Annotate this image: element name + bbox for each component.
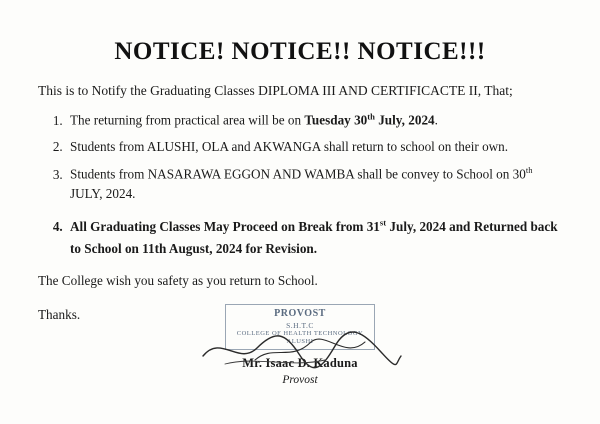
list-item bbox=[66, 164, 566, 204]
point-3-text-after: JULY, 2024. bbox=[70, 186, 136, 202]
stamp-line-location: ALUSHI bbox=[286, 338, 314, 345]
signature-role: Provost bbox=[282, 374, 318, 386]
list-item bbox=[66, 216, 566, 259]
point-3-text-before: Students from NASARAWA EGGON AND WAMBA shall be convey to School on 30 bbox=[70, 166, 526, 182]
stamp-line-college: COLLEGE OF HEALTH TECHNOLOGY bbox=[236, 329, 364, 337]
point-2-text: Students from ALUSHI, OLA and AKWANGA shall return to school on their own. bbox=[70, 139, 509, 155]
point-4-ordinal-suffix: st bbox=[379, 217, 387, 228]
closing-paragraph: The College wish you safety as you return to School. bbox=[38, 272, 318, 288]
notice-points-list bbox=[44, 110, 566, 259]
provost-stamp bbox=[225, 304, 375, 358]
point-4-text-before: All Graduating Classes May Proceed on Break from 31 bbox=[70, 219, 380, 235]
thanks-paragraph: Thanks. bbox=[38, 306, 81, 322]
point-1-bold-after: July, 2024 bbox=[374, 112, 435, 128]
point-4-text-mid: July, 2024 and Returned back bbox=[386, 219, 558, 235]
intro-paragraph: This is to Notify the Graduating Classes DIPLOMA III AND CERTIFICACTE II, That; bbox=[38, 83, 513, 98]
list-item bbox=[66, 110, 566, 130]
point-3-ordinal-suffix: th bbox=[525, 165, 533, 176]
page-title: NOTICE! NOTICE!! NOTICE!!! bbox=[114, 38, 486, 65]
stamp-line-provost: PROVOST bbox=[274, 308, 326, 319]
list-item bbox=[66, 137, 566, 157]
signature-name: Mr. Isaac D. Kaduna bbox=[242, 356, 358, 370]
signature-block bbox=[0, 304, 600, 386]
point-1-ordinal-suffix: th bbox=[367, 111, 375, 122]
point-1-text-after: . bbox=[434, 112, 438, 128]
stamp-line-code: S.H.T.C bbox=[286, 320, 314, 330]
point-4-text-after: to School on 11th August, 2024 for Revision. bbox=[70, 240, 318, 256]
point-1-bold: Tuesday 30 bbox=[304, 112, 368, 128]
point-1-text-before: The returning from practical area will be on bbox=[70, 112, 305, 128]
